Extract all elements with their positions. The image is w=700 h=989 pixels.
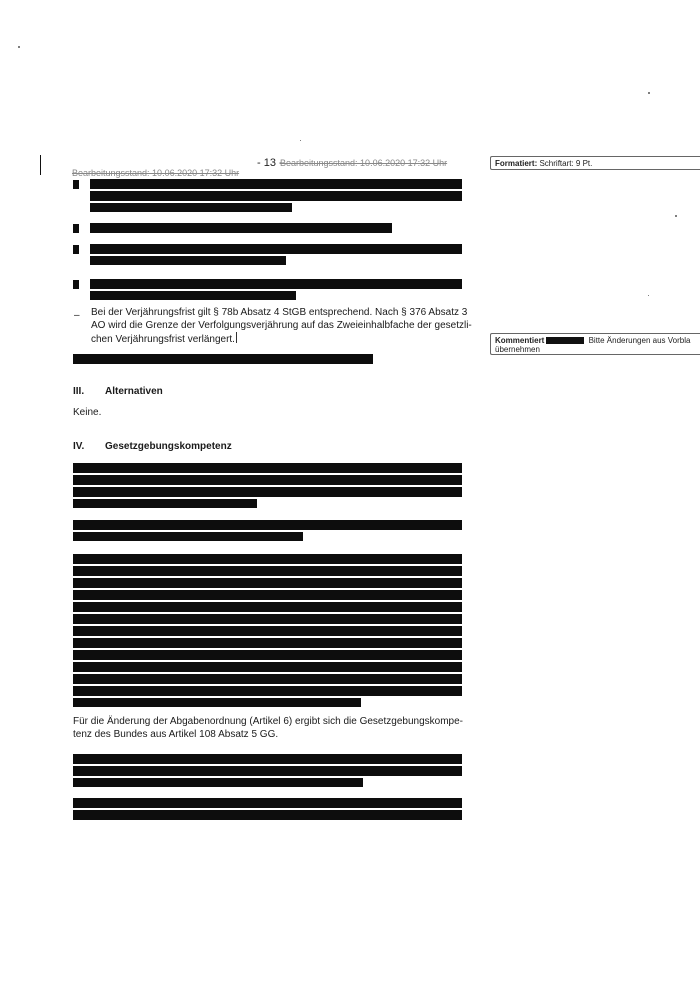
redaction-bar [73, 698, 361, 707]
redaction-bar [90, 203, 292, 212]
redaction-bar [73, 638, 462, 648]
text-line: tenz des Bundes aus Artikel 108 Absatz 5 GG. [73, 728, 279, 740]
redaction-bar [90, 256, 286, 265]
comment-leader-line [490, 344, 491, 345]
redaction-bar [73, 810, 462, 820]
redaction-bar [73, 650, 462, 660]
redaction-bar [73, 754, 462, 764]
text-line: Bei der Verjährungsfrist gilt § 78b Absatz 4 StGB entsprechend. Nach § 376 Absatz 3 [91, 307, 468, 318]
comment-leader-line [490, 163, 491, 164]
redacted-bullet [73, 280, 79, 289]
comment-text: übernehmen [495, 345, 540, 354]
redaction-bar [73, 463, 462, 473]
redaction-bar [73, 475, 462, 485]
redaction-bar [73, 766, 462, 776]
heading-number: III. [73, 386, 85, 397]
redaction-bar [73, 778, 363, 787]
list-dash: – [74, 310, 80, 321]
redaction-bar [90, 244, 462, 254]
redaction-bar [90, 191, 462, 201]
text-cursor [236, 332, 237, 343]
comment-label: Formatiert: [495, 159, 538, 168]
margin-comment-kommentiert[interactable] [490, 333, 700, 355]
redaction-bar [73, 499, 257, 508]
heading-title: Gesetzgebungskompetenz [105, 441, 232, 452]
redaction-bar [73, 566, 462, 576]
margin-comment-formatiert[interactable] [490, 156, 700, 170]
deleted-stand-text: Bearbeitungsstand: 10.06.2020 17:32 Uhr [280, 158, 448, 168]
paragraph-abgabenordnung [73, 716, 463, 741]
comment-text: Schriftart: 9 Pt. [539, 159, 593, 168]
text-line: AO wird die Grenze der Verfolgungsverjährung auf das Zweieinhalbfache der gesetzli- [91, 319, 472, 331]
redaction-bar [73, 487, 462, 497]
redaction-bar [73, 520, 462, 530]
comment-label: Kommentiert [495, 336, 545, 345]
redacted-bullet [73, 245, 79, 254]
redaction-bar [73, 590, 462, 600]
deleted-stand-text: Bearbeitungsstand: 10.06.2020 17:32 Uhr [72, 168, 240, 178]
redaction-bar [73, 674, 462, 684]
paragraph-verjaehrung [91, 307, 472, 347]
redaction-bar [73, 602, 462, 612]
heading-title: Alternativen [105, 386, 163, 397]
text-line: chen Verjährungsfrist verlängert. [91, 334, 235, 345]
page-header [72, 157, 467, 179]
scan-speck [300, 140, 301, 141]
scan-speck [648, 92, 650, 94]
heading-number: IV. [73, 441, 85, 452]
redaction-bar [73, 554, 462, 564]
scan-speck [675, 215, 677, 217]
redaction-bar [90, 291, 296, 300]
text-line: Für die Änderung der Abgabenordnung (Artikel 6) ergibt sich die Gesetzgebungskompe- [73, 716, 463, 727]
scan-speck [18, 46, 20, 48]
redaction-bar [73, 686, 462, 696]
redaction-bar [73, 614, 462, 624]
redaction-bar [90, 179, 462, 189]
redaction-bar [73, 662, 462, 672]
redaction-bar [73, 578, 462, 588]
comment-text: Bitte Änderungen aus Vorbla [588, 336, 691, 345]
redaction-bar [90, 279, 462, 289]
redaction-bar [73, 354, 373, 364]
section-text: Keine. [73, 407, 102, 418]
redaction-bar [90, 223, 392, 233]
redaction-bar [73, 798, 462, 808]
change-bar [40, 155, 41, 175]
redacted-bullet [73, 224, 79, 233]
redaction-bar [73, 532, 303, 541]
redaction-bar [73, 626, 462, 636]
scan-speck [648, 295, 649, 296]
redacted-author [546, 337, 584, 344]
redacted-bullet [73, 180, 79, 189]
page-number: - 13 - [257, 157, 283, 169]
